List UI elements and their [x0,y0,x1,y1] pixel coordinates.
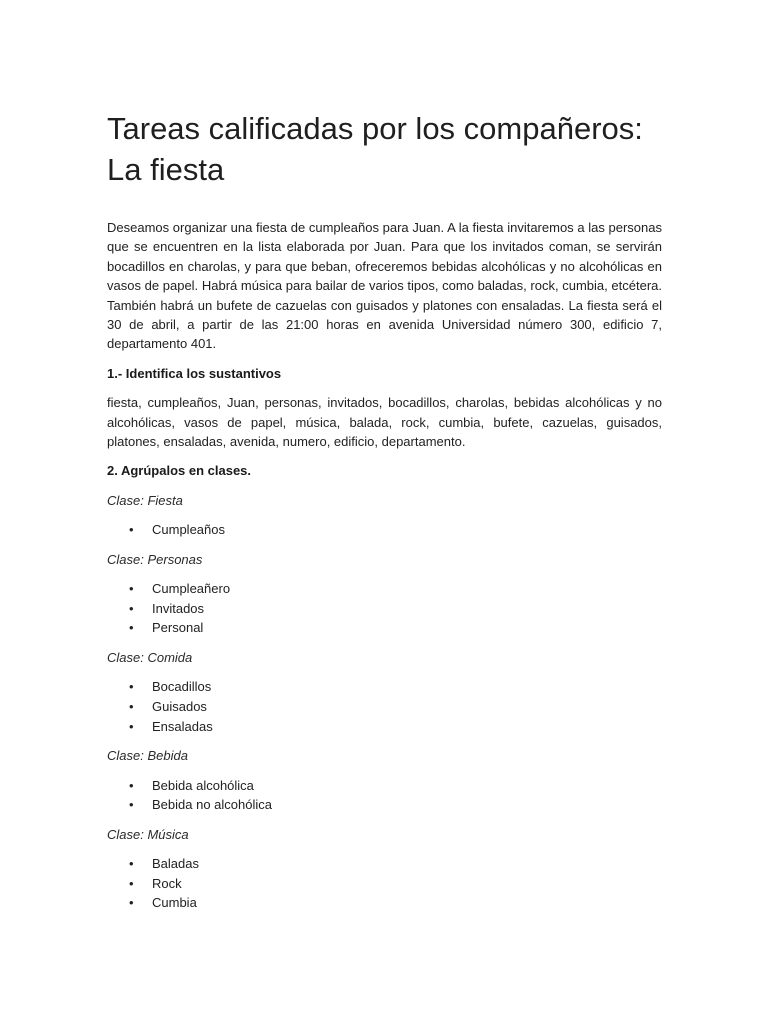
list-item-text: Bebida alcohólica [152,777,254,793]
section-2-heading: 2. Agrúpalos en clases. [107,463,252,479]
list-item-text: Cumbia [152,895,197,911]
list-item [107,893,662,913]
list-item [107,599,662,619]
class-list-bebida [107,776,662,815]
list-item [107,874,662,894]
list-item [107,579,662,599]
class-label-fiesta: Clase: Fiesta [107,492,183,508]
bullet-icon: • [129,581,134,597]
list-item [107,795,662,815]
intro-paragraph: Deseamos organizar una fiesta de cumpleaños para Juan. A la fiesta invitaremos a las personas que se encuentren en la lista elaborada por Juan. Para que los invitados coman, se servirán bocadillos en charolas, y para que beban, ofreceremos bebidas alcohólicas y no alcohólicas en vasos de papel. Habrá música para bailar de varios tipos, como baladas, rock, cumbia, etcétera. También habrá un bufete de cazuelas con guisados y platones con ensaladas. La fiesta será el 30 de abril, a partir de las 21:00 horas en avenida Universidad número 300, edificio 7, departamento 401. [107,220,662,352]
list-item [107,677,662,697]
nouns-paragraph: fiesta, cumpleaños, Juan, personas, invitados, bocadillos, charolas, bebidas alcohólicas y no alcohólicas, vasos de papel, música, balada, rock, cumbia, bufete, cazuelas, guisados, platones, ensaladas, avenida, numero, edificio, departamento. [107,395,662,450]
class-list-musica [107,854,662,913]
list-item-text: Bocadillos [152,679,212,695]
list-item-text: Baladas [152,856,199,872]
bullet-icon: • [129,797,134,813]
list-item [107,520,662,540]
class-label-comida: Clase: Comida [107,650,193,666]
bullet-icon: • [129,777,134,793]
list-item-text: Personal [152,620,204,636]
list-item-text: Bebida no alcohólica [152,797,272,813]
bullet-icon: • [129,699,134,715]
list-item-text: Rock [152,875,182,891]
bullet-icon: • [129,718,134,734]
list-item [107,776,662,796]
list-item-text: Cumpleañero [152,581,231,597]
class-list-comida [107,677,662,736]
bullet-icon: • [129,600,134,616]
page-title: Tareas calificadas por los compañeros: La fiesta [107,111,643,187]
list-item [107,854,662,874]
bullet-icon: • [129,522,134,538]
class-list-fiesta [107,520,662,540]
list-item-text: Invitados [152,600,205,616]
class-list-personas [107,579,662,638]
document-page [107,108,662,923]
class-label-musica: Clase: Música [107,826,189,842]
bullet-icon: • [129,679,134,695]
list-item [107,697,662,717]
section-1-heading: 1.- Identifica los sustantivos [107,365,282,381]
bullet-icon: • [129,856,134,872]
bullet-icon: • [129,895,134,911]
list-item-text: Guisados [152,699,207,715]
bullet-icon: • [129,875,134,891]
class-label-bebida: Clase: Bebida [107,748,188,764]
list-item-text: Ensaladas [152,718,213,734]
list-item-text: Cumpleaños [152,522,225,538]
class-label-personas: Clase: Personas [107,551,203,567]
bullet-icon: • [129,620,134,636]
list-item [107,618,662,638]
list-item [107,717,662,737]
